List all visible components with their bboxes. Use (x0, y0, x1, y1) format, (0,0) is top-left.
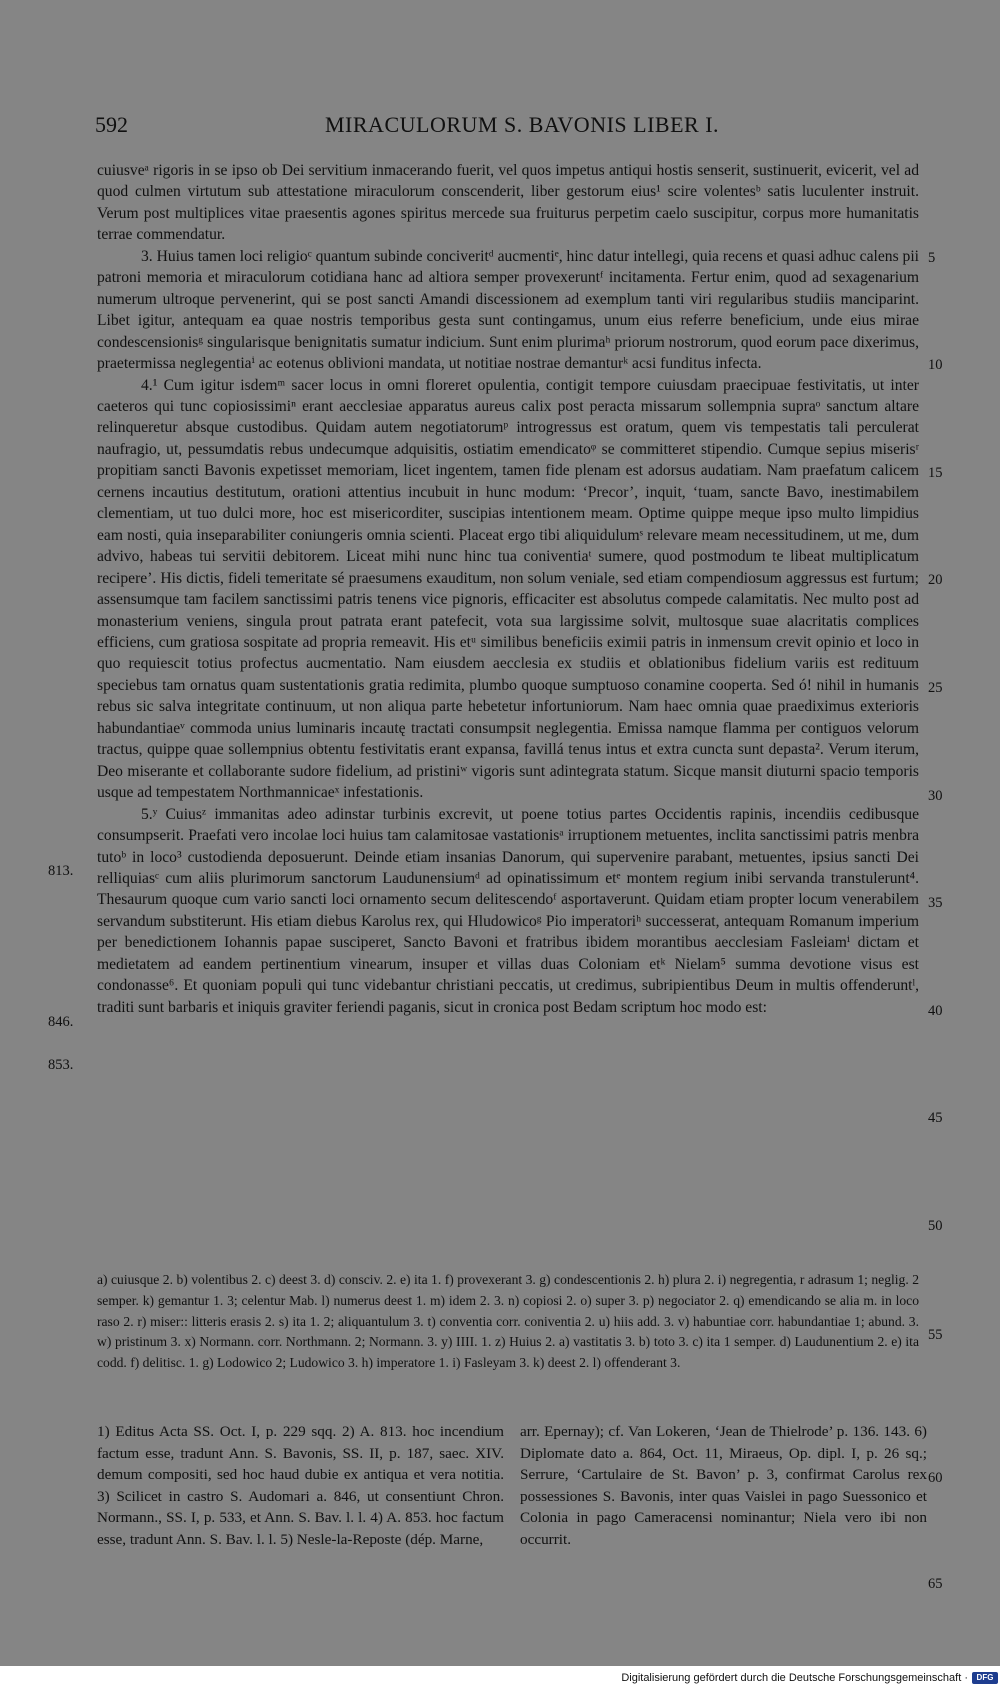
line-number: 60 (928, 1470, 943, 1486)
paragraph-4: 5.ʸ Cuiusᶻ immanitas adeo adinstar turbinis excrevit, ut poene totius partes Occidentis rapinis, incendiis cedibusque consumpserit. Praefati vero incolae loci huius tam calamitosae vastationisᵃ irruptionem metuentes, inclita sanctissimi patris menbra tutoᵇ in loco³ custodienda deposuerunt. Deinde etiam insanias Danorum, qui supervenire parabant, metuentes, ipsius sancti Dei relliquiasᶜ cum aliis plurimorum sanctorum Laudunensiumᵈ ad opinatissimum etᵉ montem regium inibi servanda transtulerunt⁴. Thesaurum quoque cum vario sancti loci ornamento secum delitescendoᶠ asportaverunt. Quidam etiam propter locum venerabilem servandum substiterunt. His etiam diebus Karolus rex, qui Hludowicoᵍ Pio imperatoriʰ successerat, antequam Romanum imperium per benedictionem Iohannis papae susciperet, Sancto Bavoni et fratribus ibidem morantibus aecclesiam Fasleiamⁱ dictam et medietatem ad eandem pertinentium vinearum, insuper et villas duas Coloniam etᵏ Nielam⁵ summa devotione visus est condonasse⁶. Et quoniam populi qui tunc videbantur christiani peccatis, ut credimus, subripientibus Deum in multis offenderuntˡ, traditi sunt barbaris et iniquis graviter feriendi paganis, sicut in cronica post Bedam scriptum hoc modo est: (97, 805, 919, 1016)
line-number: 45 (928, 1110, 943, 1126)
line-number: 30 (928, 788, 943, 804)
line-number: 20 (928, 572, 943, 588)
footnotes-column-right (520, 1421, 927, 1550)
line-number: 5 (928, 250, 936, 266)
critical-apparatus (97, 1270, 919, 1374)
margin-year: 813. (48, 863, 74, 879)
page-number: 592 (95, 112, 128, 137)
credit-text: Digitalisierung gefördert durch die Deutsche Forschungsgemeinschaft · (621, 1672, 968, 1684)
footnotes-column-left (97, 1421, 504, 1550)
margin-year: 853. (48, 1057, 74, 1073)
line-number: 40 (928, 1003, 943, 1019)
footnotes-right-text: arr. Epernay); cf. Van Lokeren, ‘Jean de Thielrode’ p. 136. 143. 6) Diplomate dato a. 864, Oct. 11, Miraeus, Op. dipl. I, p. 26 sq.; Serrure, ‘Cartulaire de St. Bavon’ p. 3, confirmat Carolus rex possessiones S. Bavonis, inter quas Vaislei in pago Suessonico et Colonia in pago Cameracensi nominantur; Niela vero ibi non occurrit. (520, 1423, 927, 1548)
paragraph-3: 4.¹ Cum igitur isdemᵐ sacer locus in omni floreret opulentia, contigit tempore cuiusdam praecipuae festivitatis, ut inter caeteros qui tunc copiosissimiⁿ erant aecclesiae apparatus aureus calix post peracta missarum sollempnia supraᵒ sanctum altare relinqueretur absque custodibus. Quidam autem negotiatorumᵖ introgressus est oratum, quem vis tempestatis tali perculerat naufragio, ut, pessumdatis rebus undecumque adquisitis, ostiatim emendicatoᵠ se committeret stipendio. Cumque sepius miserisʳ propitiam sancti Bavonis expetisset memoriam, licet ingentem, tamen fide plenam est adorsus audatiam. Nam praefatum calicem cernens incautius destitutum, orationi attentius incubuit in hunc modum: ‘Precor’, inquit, ‘tuam, sancte Bavo, inestimabilem clementiam, ut tuo dulci more, hoc est misericorditer, suscipias intentionem meam. Optime quippe meque ipso multo limpidius eam nosti, quia inseparabiliter coniungeris omnia scienti. Placeat ergo tibi aliquidulumˢ relevare meam necessitudinem, ut me, dum advivo, habeas tui servitii debitorem. Liceat mihi nunc hinc tua coniventiaᵗ sumere, quod postmodum te libeat multiplicatum recipere’. His dictis, fideli temeritate sé praesumens exauditum, non solum veniale, sed etiam compendiosum aggressus est furtum; assensumque tam facilem sanctissimi patris tenens vice pignoris, efficaciter est absolutus compede calamitatis. Nec multo post ad monasterium veniens, singula prout patrata erant patefecit, vota sua largissime solvit, multosque suae alacritatis complices efficiens, cum gratiosa sospitate ad propria remeavit. His etᵘ similibus beneficiis eximii patris in inmensum crevit opinio et loco in quo requiescit totius profectus aucmentatio. Nam eiusdem aecclesia ex studiis et oblationibus fidelium variis est redituum speciebus tam ornatus quam sustentationis gratia redimita, plumbo quoque sumptuoso conamine cooperta. Sed ó! nihil in humanis rebus sic salva integritate continuum, ut non aliqua parte hebetetur infortuniorum. Nam haec omnia quae praediximus exterioris habundantiaeᵛ commoda unius luminaris incautę tractati consumpsit neglegentia. Emissa namque flamma per contiguos velorum tractus, quippe quae sollempnius obtentu festivitatis erant expansa, favillá tenus intus et extra cuncta sunt depasta². Verum iterum, Deo miserante et collaborante sudore fidelium, ad pristiniʷ vigoris sunt adintegrata statum. Sicque mansit diuturni spacio temporis usque ad tempestatem Northmannicaeˣ infestationis. (97, 376, 919, 802)
running-title: MIRACULORUM S. BAVONIS LIBER I. (325, 112, 720, 137)
line-number: 15 (928, 465, 943, 481)
line-number: 55 (928, 1327, 943, 1343)
page-header (95, 112, 855, 142)
line-number: 25 (928, 680, 943, 696)
margin-year: 846. (48, 1014, 74, 1030)
paragraph-2: 3. Huius tamen loci religioᶜ quantum subinde conciveritᵈ aucmentiᵉ, hinc datur intellegi, quia recens et quasi adhuc calens pii patroni memoria et miraculorum cotidiana hanc ad altiora semper provexeruntᶠ incitamenta. Fertur enim, quod ad sexagenarium numerum ultroque pervenerint, qui se post sancti Amandi discessionem ad exemplum tanti viri regularibus studiis manciparint. Libet igitur, antequam ea quae nostris temporibus gesta sunt contingamus, unum eius referre beneficium, unde eius mirae condescensionisᵍ singularisque benignitatis sumatur indicium. Sunt enim plurimaʰ priorum nostrorum, quod eorum pace dixerimus, praetermissa neglegentiaⁱ ac eotenus oblivioni mandata, ut notitiae nostrae demanturᵏ acsi funditus infecta. (97, 247, 920, 373)
footnotes-left-text: 1) Editus Acta SS. Oct. I, p. 229 sqq. 2) A. 813. hoc incendium factum esse, tradunt Ann. S. Bavonis, SS. II, p. 187, saec. XIV. demum compositi, sed hoc haud dubie ex antiqua et vera notitia. 3) Scilicet in castro S. Audomari a. 846, ut consentiunt Chron. Normann., SS. I, p. 533, et Ann. S. Bav. l. l. 4) A. 853. hoc factum esse, tradunt Ann. S. Bav. l. l. 5) Nesle-la-Reposte (dép. Marne, (97, 1423, 504, 1548)
line-number: 65 (928, 1576, 943, 1592)
line-number: 10 (928, 357, 943, 373)
apparatus-text: a) cuiusque 2. b) volentibus 2. c) deest 3. d) consciv. 2. e) ita 1. f) provexerant 3. g) condescentionis 2. h) plura 2. i) negregentia, r adrasum 1; neglig. 2 semper. k) gemantur 1. 3; celentur Mab. l) numerus deest 1. m) idem 2. 3. n) copiosi 2. o) super 3. p) negociator 2. q) emendicando se alia m. in loco raso 2. r) miser:: litteris erasis 2. s) ita 1. 2; aliquantulum 3. t) conventia corr. coniventia 2. u) hiis add. 3. v) habuntiae corr. habundantiae 1; abund. 3. w) pristinum 3. x) Normann. corr. Northmann. 2; Normann. 3. y) IIII. 1. z) Huius 2. a) vastitatis 3. b) toto 3. c) ita 1 semper. d) Laudunentium 2. e) ita codd. f) delitisc. 1. g) Lodowico 2; Ludowico 3. h) imperatore 1. i) Fasleyam 3. k) deest 2. l) offenderant 3. (97, 1272, 919, 1371)
main-text (97, 160, 919, 1018)
digitization-credit (621, 1670, 998, 1686)
line-number: 35 (928, 895, 943, 911)
line-number: 50 (928, 1218, 943, 1234)
dfg-logo-icon: DFG (972, 1672, 998, 1684)
paragraph-1: cuiusveᵃ rigoris in se ipso ob Dei servitium inmacerando fuerit, vel quos impetus antiqui hostis senserit, sustinuerit, evicerit, vel ad quod culmen virtutum sub attestatione miraculorum conscenderit, liber gestorum eius¹ scire volentesᵇ satis luculenter instruit. Verum post multiplices vitae praesentis agones spiritus mercede sua fruiturus perpetim caelo suscipitur, corpus more humanitatis terrae commendatur. (97, 162, 919, 244)
